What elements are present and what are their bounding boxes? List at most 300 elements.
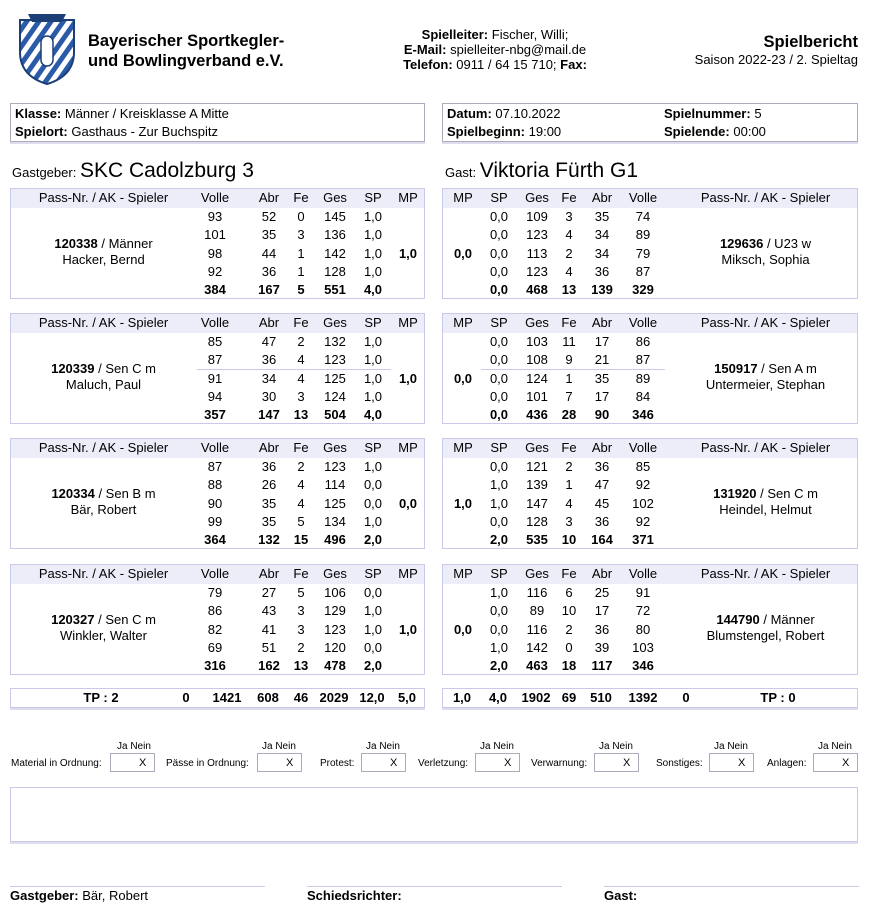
away-score-cell: 103 (632, 640, 654, 655)
away-score-cell: 92 (635, 514, 651, 529)
player-age-class: / Männer (759, 612, 815, 627)
away-col-volle-header: Volle (628, 315, 658, 330)
home-col-abr-header: Abr (258, 566, 280, 581)
home-score-cell: 0,0 (363, 477, 383, 492)
home-score-cell: 134 (324, 514, 346, 529)
home-score-cell: 1 (297, 264, 305, 279)
home-total-cell: 13 (293, 658, 309, 673)
home-score-cell: 94 (207, 389, 223, 404)
away-total-cell: 2,0 (489, 532, 509, 547)
away-score-cell: 0,0 (489, 514, 509, 529)
away-score-cell: 103 (526, 334, 548, 349)
away-col-ges-header: Ges (525, 315, 549, 330)
away-total-cell: 90 (594, 407, 610, 422)
player-pass-number: 129636 (719, 236, 764, 251)
ja-nein-caption: Ja Nein (366, 741, 400, 752)
check-mark: X (738, 757, 746, 769)
home-signature-value: Bär, Robert (82, 888, 149, 903)
home-team-points: TP : 2 (83, 690, 119, 705)
away-score-cell: 123 (526, 264, 548, 279)
away-score-cell: 91 (635, 585, 651, 600)
home-score-cell: 36 (261, 264, 277, 279)
home-col-sp-header: SP (364, 566, 382, 581)
away-score-cell: 0,0 (489, 264, 509, 279)
home-team-name: SKC Cadolzburg 3 (79, 159, 254, 182)
home-score-cell: 3 (297, 227, 305, 242)
away-score-cell: 1,0 (489, 585, 509, 600)
away-player-info (673, 361, 858, 393)
away-score-cell: 45 (594, 496, 610, 511)
home-col-player-header: Pass-Nr. / AK - Spieler (38, 566, 169, 581)
away-total-cell: 18 (561, 658, 577, 673)
away-total-cell: 2,0 (489, 658, 509, 673)
home-score-cell: 35 (261, 227, 277, 242)
away-signature-label: Gast: (604, 888, 638, 903)
away-score-cell: 0,0 (489, 622, 509, 637)
home-score-cell: 3 (297, 622, 305, 637)
away-total-cell: 0,0 (489, 282, 509, 297)
away-score-cell: 108 (526, 352, 548, 367)
away-score-cell: 139 (526, 477, 548, 492)
home-match-point: 0,0 (398, 496, 418, 511)
check-box[interactable] (813, 753, 858, 772)
home-total-cell: 2,0 (363, 658, 383, 673)
home-score-cell: 27 (261, 585, 277, 600)
home-score-cell: 1,0 (363, 514, 383, 529)
away-score-cell: 101 (526, 389, 548, 404)
away-score-cell: 116 (526, 622, 548, 637)
home-score-cell: 0,0 (363, 585, 383, 600)
away-score-cell: 25 (594, 585, 610, 600)
away-score-cell: 74 (635, 209, 651, 224)
home-score-cell: 1,0 (363, 209, 383, 224)
ja-nein-caption: Ja Nein (262, 741, 296, 752)
report-header (0, 0, 874, 95)
home-score-cell: 125 (324, 496, 346, 511)
away-score-cell: 0,0 (489, 389, 509, 404)
home-score-cell: 1,0 (363, 389, 383, 404)
away-score-cell: 36 (594, 622, 610, 637)
check-label: Verwarnung: (531, 758, 588, 769)
home-score-cell: 101 (204, 227, 226, 242)
away-score-cell: 17 (594, 334, 610, 349)
away-score-cell: 113 (526, 246, 548, 261)
away-score-cell: 34 (594, 227, 610, 242)
check-mark: X (286, 757, 294, 769)
away-duel-block-2 (442, 313, 858, 424)
check-mark: X (139, 757, 147, 769)
away-score-cell: 0,0 (489, 334, 509, 349)
away-total-cell: 346 (632, 658, 654, 673)
away-score-cell: 85 (635, 459, 651, 474)
home-score-cell: 93 (207, 209, 223, 224)
check-mark: X (390, 757, 398, 769)
player-name: Winkler, Walter (60, 628, 147, 643)
away-duel-block-1 (442, 188, 858, 299)
home-score-cell: 2 (297, 640, 305, 655)
player-name: Untermeier, Stephan (705, 377, 826, 392)
player-age-class: / U23 w (763, 236, 812, 251)
home-score-cell: 98 (207, 246, 223, 261)
spielleiter-value: Fischer, Willi; (491, 27, 569, 42)
home-score-cell: 136 (324, 227, 346, 242)
home-team-label: Gastgeber: (12, 165, 77, 180)
player-name: Bär, Robert (70, 502, 137, 517)
telefon-value: 0911 / 64 15 710; (456, 57, 557, 72)
home-score-cell: 1,0 (363, 603, 383, 618)
home-score-cell: 69 (207, 640, 223, 655)
home-duel-block-3 (10, 438, 425, 549)
spielort-value: Gasthaus - Zur Buchspitz (71, 124, 219, 139)
away-score-cell: 0,0 (489, 603, 509, 618)
away-total-cell: 139 (591, 282, 613, 297)
spielnummer-value: 5 (754, 106, 762, 121)
player-age-class: / Sen B m (94, 486, 156, 501)
away-total-cell: 436 (526, 407, 548, 422)
spielende-value: 00:00 (733, 124, 766, 139)
home-score-cell: 142 (324, 246, 346, 261)
home-score-cell: 35 (261, 514, 277, 529)
home-score-cell: 1,0 (363, 246, 383, 261)
away-score-cell: 1 (565, 477, 573, 492)
player-pass-line (673, 361, 858, 377)
home-score-cell: 51 (261, 640, 277, 655)
home-score-cell: 91 (207, 371, 223, 386)
away-score-cell: 72 (635, 603, 651, 618)
check-label: Protest: (320, 758, 355, 769)
away-score-cell: 123 (526, 227, 548, 242)
organization-line-1: Bayerischer Sportkegler- (88, 32, 285, 50)
player-pass-number: 120338 (54, 236, 98, 251)
home-score-cell: 87 (207, 352, 223, 367)
home-total-cell: 5 (297, 282, 305, 297)
away-score-cell: 9 (565, 352, 573, 367)
check-mark: X (623, 757, 631, 769)
away-total-cell: 10 (561, 532, 577, 547)
away-score-cell: 36 (594, 264, 610, 279)
home-total-cell: 4,0 (363, 282, 383, 297)
away-score-cell: 4 (565, 264, 573, 279)
home-total-fe: 46 (293, 690, 309, 705)
spielbeginn-label: Spielbeginn: (447, 124, 525, 139)
away-score-cell: 89 (635, 371, 651, 386)
home-score-cell: 106 (324, 585, 346, 600)
spielende-label: Spielende: (664, 124, 730, 139)
away-score-cell: 89 (635, 227, 651, 242)
match-class-box (10, 103, 425, 142)
away-score-cell: 17 (594, 389, 610, 404)
away-col-volle-header: Volle (628, 440, 658, 455)
home-score-cell: 123 (324, 459, 346, 474)
ja-nein-caption: Ja Nein (714, 741, 748, 752)
home-score-cell: 2 (297, 334, 305, 349)
home-score-cell: 1,0 (363, 352, 383, 367)
home-total-cell: 316 (204, 658, 226, 673)
away-total-volle: 1392 (628, 690, 658, 705)
match-time-box (442, 103, 858, 142)
player-age-class: / Männer (97, 236, 153, 251)
check-label: Sonstiges: (656, 758, 703, 769)
home-score-cell: 0 (297, 209, 305, 224)
klasse-value: Männer / Kreisklasse A Mitte (64, 106, 229, 121)
home-col-ges-header: Ges (323, 566, 347, 581)
away-total-cell: 13 (561, 282, 577, 297)
player-name: Miksch, Sophia (721, 252, 810, 267)
player-age-class: / Sen C m (94, 361, 156, 376)
player-pass-line (673, 236, 858, 252)
away-col-sp-header: SP (490, 566, 508, 581)
away-match-point: 0,0 (453, 622, 473, 637)
away-team-name: Viktoria Fürth G1 (479, 159, 639, 182)
away-col-mp-header: MP (453, 190, 473, 205)
home-score-cell: 124 (324, 389, 346, 404)
away-match-point: 1,0 (453, 496, 473, 511)
home-player-info (11, 612, 196, 644)
organization-name (88, 31, 284, 71)
home-total-a: 0 (182, 690, 190, 705)
player-age-class: / Sen C m (756, 486, 818, 501)
home-col-mp-header: MP (398, 566, 418, 581)
referee-signature-label: Schiedsrichter: (307, 888, 402, 903)
klasse-label: Klasse: (15, 106, 62, 121)
home-score-cell: 1 (297, 246, 305, 261)
home-score-cell: 36 (261, 352, 277, 367)
home-total-cell: 147 (258, 407, 280, 422)
away-score-cell: 39 (594, 640, 610, 655)
player-pass-number: 120339 (51, 361, 95, 376)
home-match-point: 1,0 (398, 246, 418, 261)
away-score-cell: 89 (529, 603, 545, 618)
home-score-cell: 85 (207, 334, 223, 349)
home-score-cell: 129 (324, 603, 346, 618)
home-score-cell: 5 (297, 585, 305, 600)
away-total-cell: 117 (591, 658, 613, 673)
away-score-cell: 0,0 (489, 209, 509, 224)
away-score-cell: 3 (565, 209, 573, 224)
home-total-cell: 551 (324, 282, 346, 297)
home-signature-label: Gastgeber: (10, 888, 79, 903)
ja-nein-caption: Ja Nein (599, 741, 633, 752)
home-match-point: 1,0 (398, 622, 418, 637)
away-col-sp-header: SP (490, 190, 508, 205)
home-score-cell: 132 (324, 334, 346, 349)
home-col-fe-header: Fe (293, 440, 309, 455)
away-score-cell: 3 (565, 514, 573, 529)
player-age-class: / Sen C m (94, 612, 156, 627)
home-col-ges-header: Ges (323, 190, 347, 205)
check-label: Anlagen: (767, 758, 807, 769)
away-match-point: 0,0 (453, 246, 473, 261)
datum-label: Datum: (447, 106, 492, 121)
away-col-volle-header: Volle (628, 190, 658, 205)
away-total-sp: 4,0 (488, 690, 508, 705)
home-col-fe-header: Fe (293, 566, 309, 581)
home-total-cell: 504 (324, 407, 346, 422)
away-total-ges: 1902 (521, 690, 551, 705)
away-score-cell: 0 (565, 640, 573, 655)
check-item-7 (0, 740, 874, 774)
away-col-mp-header: MP (453, 566, 473, 581)
away-score-cell: 1,0 (489, 640, 509, 655)
away-score-cell: 0,0 (489, 246, 509, 261)
away-score-cell: 109 (526, 209, 548, 224)
home-total-cell: 162 (258, 658, 280, 673)
away-score-cell: 10 (561, 603, 577, 618)
home-score-cell: 92 (207, 264, 223, 279)
check-label: Verletzung: (418, 758, 469, 769)
away-score-cell: 79 (635, 246, 651, 261)
home-player-info (11, 486, 196, 518)
home-score-cell: 79 (207, 585, 223, 600)
player-pass-line (11, 612, 196, 628)
home-score-cell: 123 (324, 352, 346, 367)
away-score-cell: 80 (635, 622, 651, 637)
home-total-cell: 15 (293, 532, 309, 547)
home-total-cell: 384 (204, 282, 226, 297)
away-col-player-header: Pass-Nr. / AK - Spieler (700, 566, 831, 581)
home-score-cell: 35 (261, 496, 277, 511)
away-total-cell: 371 (632, 532, 654, 547)
away-score-cell: 84 (635, 389, 651, 404)
home-col-player-header: Pass-Nr. / AK - Spieler (38, 190, 169, 205)
away-total-cell: 535 (526, 532, 548, 547)
home-col-volle-header: Volle (200, 190, 230, 205)
home-total-cell: 132 (258, 532, 280, 547)
player-pass-line (11, 236, 196, 252)
home-score-cell: 36 (261, 459, 277, 474)
home-score-cell: 2 (297, 459, 305, 474)
player-pass-line (11, 486, 196, 502)
away-score-cell: 34 (594, 246, 610, 261)
notes-box[interactable] (10, 787, 858, 842)
home-score-cell: 41 (261, 622, 277, 637)
away-signature-line (604, 886, 859, 908)
away-score-cell: 7 (565, 389, 573, 404)
home-total-cell: 167 (258, 282, 280, 297)
away-score-cell: 102 (632, 496, 654, 511)
away-col-mp-header: MP (453, 315, 473, 330)
check-label: Pässe in Ordnung: (166, 758, 249, 769)
home-duel-block-1 (10, 188, 425, 299)
contact-block (370, 27, 620, 72)
email-label: E-Mail: (403, 42, 447, 57)
fax-label: Fax: (560, 57, 587, 72)
away-score-cell: 0,0 (489, 352, 509, 367)
player-pass-line (673, 612, 858, 628)
home-score-cell: 34 (261, 371, 277, 386)
home-col-abr-header: Abr (258, 315, 280, 330)
away-col-fe-header: Fe (561, 566, 577, 581)
away-col-fe-header: Fe (561, 440, 577, 455)
check-mark: X (504, 757, 512, 769)
player-name: Maluch, Paul (65, 377, 142, 392)
home-score-cell: 52 (261, 209, 277, 224)
referee-signature-line (307, 886, 562, 908)
away-score-cell: 17 (594, 603, 610, 618)
home-score-cell: 99 (207, 514, 223, 529)
away-player-info (673, 236, 858, 268)
away-score-cell: 0,0 (489, 459, 509, 474)
home-score-cell: 3 (297, 603, 305, 618)
away-total-fe: 69 (561, 690, 577, 705)
home-score-cell: 123 (324, 622, 346, 637)
away-col-sp-header: SP (490, 440, 508, 455)
organization-line-2: und Bowlingverband e.V. (88, 52, 284, 70)
away-duel-block-3 (442, 438, 858, 549)
home-total-sp: 12,0 (359, 690, 385, 705)
player-pass-line (11, 361, 196, 377)
home-score-cell: 1,0 (363, 459, 383, 474)
away-score-cell: 47 (594, 477, 610, 492)
away-col-abr-header: Abr (591, 315, 613, 330)
away-total-cell: 329 (632, 282, 654, 297)
home-score-cell: 88 (207, 477, 223, 492)
home-total-cell: 2,0 (363, 532, 383, 547)
home-col-abr-header: Abr (258, 440, 280, 455)
player-pass-number: 120334 (51, 486, 95, 501)
away-col-ges-header: Ges (525, 440, 549, 455)
datum-value: 07.10.2022 (495, 106, 561, 121)
away-score-cell: 0,0 (489, 371, 509, 386)
home-score-cell: 145 (324, 209, 346, 224)
spielnummer-label: Spielnummer: (664, 106, 751, 121)
home-score-cell: 128 (324, 264, 346, 279)
home-player-info (11, 361, 196, 393)
away-score-cell: 35 (594, 371, 610, 386)
home-score-cell: 1,0 (363, 622, 383, 637)
spielort-label: Spielort: (15, 124, 68, 139)
away-score-cell: 147 (526, 496, 548, 511)
home-duel-block-2 (10, 313, 425, 424)
home-col-mp-header: MP (398, 315, 418, 330)
check-label: Material in Ordnung: (11, 758, 102, 769)
home-player-info (11, 236, 196, 268)
away-total-abr: 510 (590, 690, 612, 705)
away-col-sp-header: SP (490, 315, 508, 330)
home-col-ges-header: Ges (323, 440, 347, 455)
home-score-cell: 3 (297, 389, 305, 404)
home-score-cell: 4 (297, 371, 305, 386)
player-name: Hacker, Bernd (62, 252, 145, 267)
away-col-ges-header: Ges (525, 566, 549, 581)
report-title: Spielbericht (763, 33, 858, 51)
away-player-info (673, 612, 858, 644)
home-total-cell: 13 (293, 407, 309, 422)
player-pass-number: 120327 (51, 612, 95, 627)
away-score-cell: 36 (594, 514, 610, 529)
home-col-mp-header: MP (398, 440, 418, 455)
player-name: Blumstengel, Robert (706, 628, 825, 643)
away-total-cell: 346 (632, 407, 654, 422)
home-col-player-header: Pass-Nr. / AK - Spieler (38, 440, 169, 455)
home-col-ges-header: Ges (323, 315, 347, 330)
home-score-cell: 114 (324, 477, 346, 492)
home-score-cell: 86 (207, 603, 223, 618)
away-score-cell: 87 (635, 352, 651, 367)
away-col-abr-header: Abr (591, 566, 613, 581)
away-row-separator (481, 369, 665, 370)
away-team-points: TP : 0 (760, 690, 796, 705)
away-score-cell: 1,0 (489, 477, 509, 492)
home-col-sp-header: SP (364, 315, 382, 330)
email-value: spielleiter-nbg@mail.de (450, 42, 587, 57)
home-score-cell: 47 (261, 334, 277, 349)
home-score-cell: 1,0 (363, 334, 383, 349)
away-col-abr-header: Abr (591, 440, 613, 455)
home-score-cell: 0,0 (363, 640, 383, 655)
away-score-cell: 121 (526, 459, 548, 474)
check-mark: X (842, 757, 850, 769)
